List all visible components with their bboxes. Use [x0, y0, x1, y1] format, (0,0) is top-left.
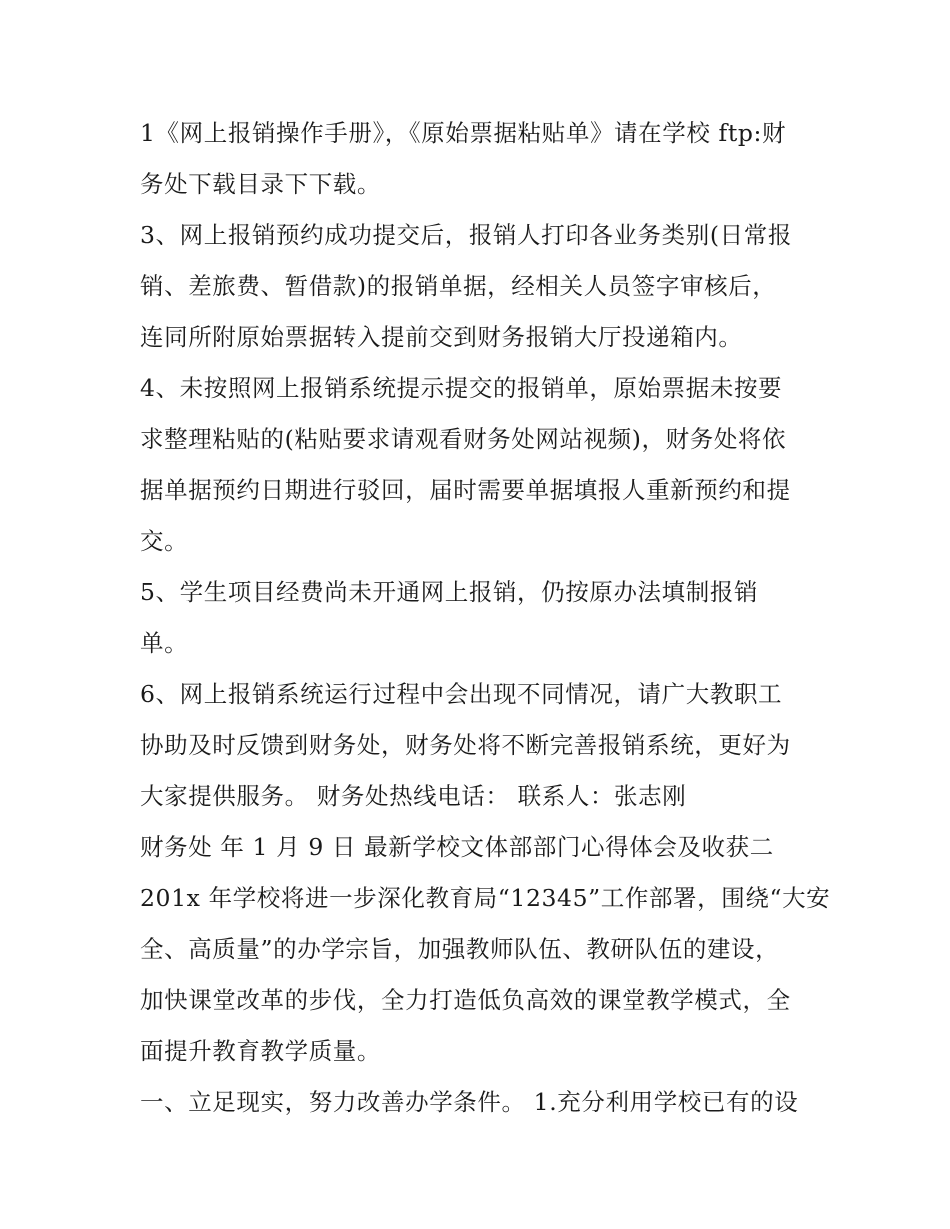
text-line: 财务处 年 1 月 9 日 最新学校文体部部门心得体会及收获二 [140, 833, 774, 861]
text-line: 一、立足现实，努力改善办学条件。 1.充分利用学校已有的设 [140, 1088, 799, 1116]
text-line: 5、学生项目经费尚未开通网上报销，仍按原办法填制报销 [140, 578, 759, 606]
text-line: 交。 [140, 527, 189, 555]
text-line: 201x 年学校将进一步深化教育局“12345”工作部署，围绕“大安 [140, 884, 831, 912]
text-line: 面提升教育教学质量。 [140, 1037, 381, 1065]
text-line: 协助及时反馈到财务处，财务处将不断完善报销系统，更好为 [140, 731, 791, 759]
text-line: 4、未按照网上报销系统提示提交的报销单，原始票据未按要 [140, 374, 783, 402]
text-line: 全、高质量”的办学宗旨，加强教师队伍、教研队伍的建设， [140, 935, 780, 963]
text-line: 1《网上报销操作手册》，《原始票据粘贴单》请在学校 ftp:财 [140, 119, 787, 147]
document-body [140, 108, 830, 1128]
text-line: 6、网上报销系统运行过程中会出现不同情况，请广大教职工 [140, 680, 783, 708]
text-line: 3、网上报销预约成功提交后，报销人打印各业务类别(日常报 [140, 221, 792, 249]
text-line: 求整理粘贴的(粘贴要求请观看财务处网站视频)，财务处将依 [140, 425, 787, 453]
text-line: 务处下载目录下下载。 [140, 170, 381, 198]
text-line: 大家提供服务。 财务处热线电话： 联系人：张志刚 [140, 782, 687, 810]
text-line: 连同所附原始票据转入提前交到财务报销大厅投递箱内。 [140, 323, 743, 351]
text-line: 销、差旅费、暂借款)的报销单据，经相关人员签字审核后， [140, 272, 777, 300]
text-line: 单。 [140, 629, 189, 657]
text-line: 加快课堂改革的步伐，全力打造低负高效的课堂教学模式，全 [140, 986, 791, 1014]
text-line: 据单据预约日期进行驳回，届时需要单据填报人重新预约和提 [140, 476, 791, 504]
